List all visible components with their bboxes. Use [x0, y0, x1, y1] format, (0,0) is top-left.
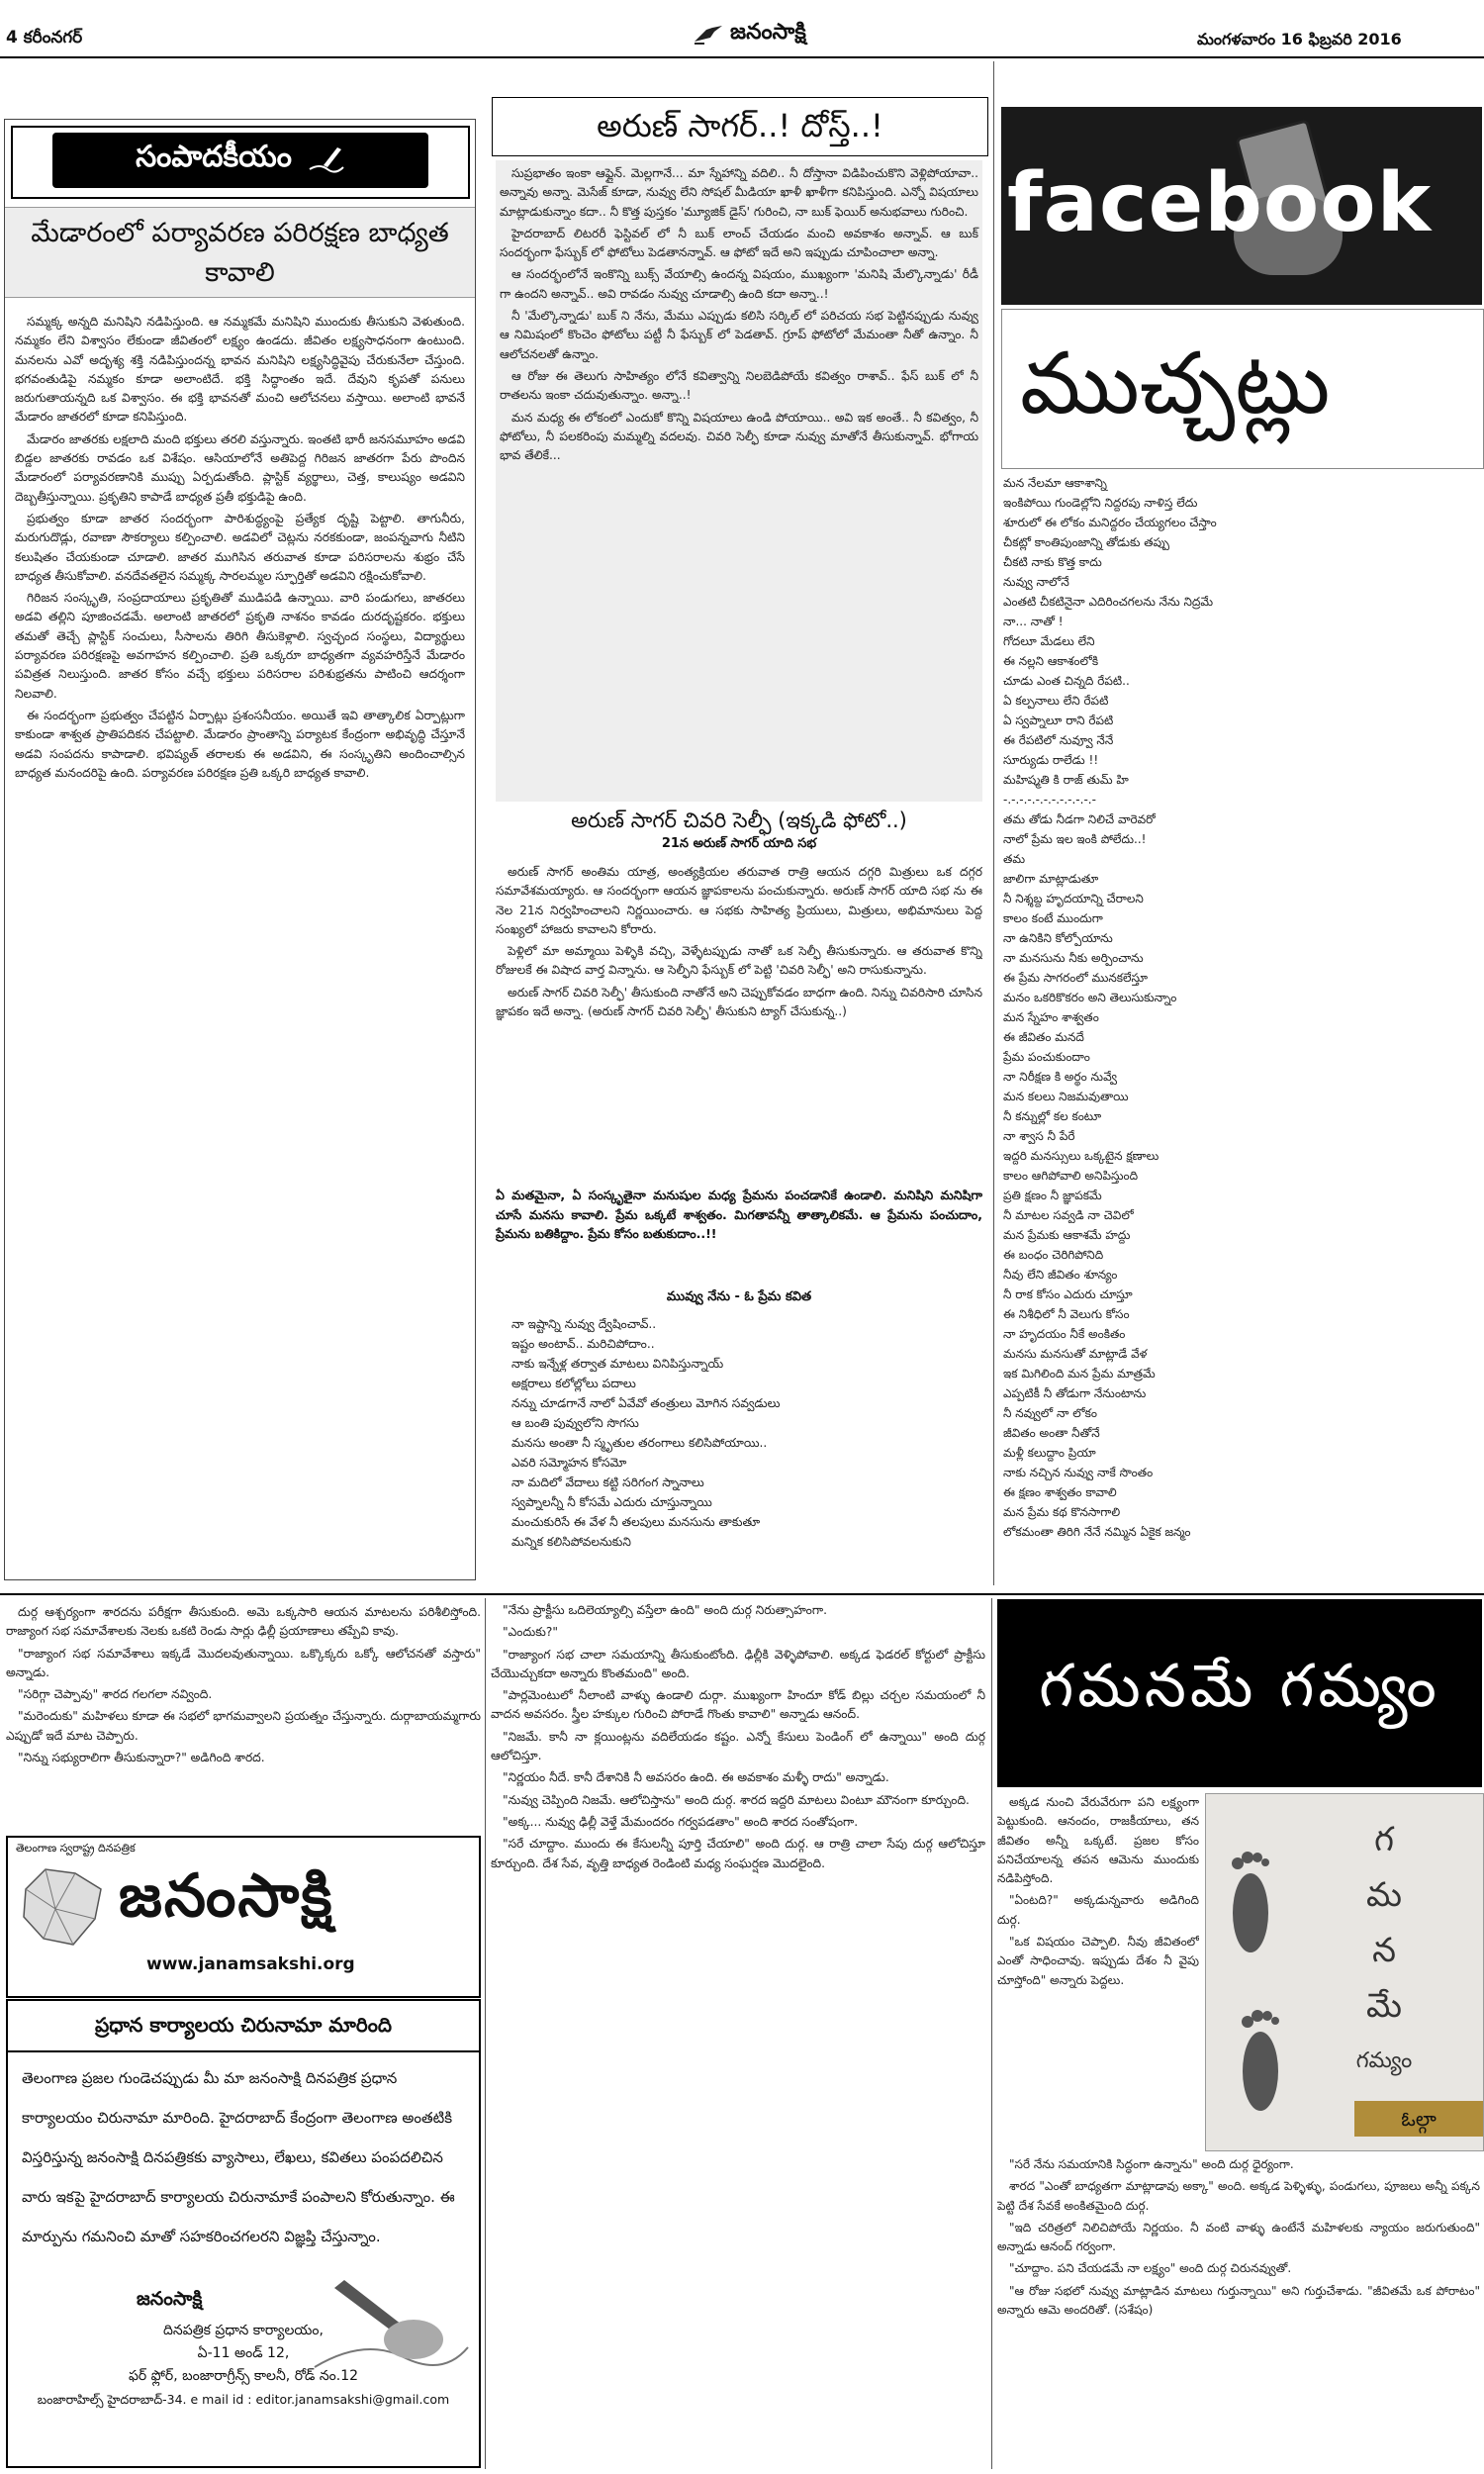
poem-line: ఇంకిపోయి గుండెల్లోని నిద్దరపు నాళిస్త లేదు — [1003, 496, 1198, 510]
column-divider — [993, 61, 994, 1585]
poem-line: నా నిరీక్షణ కి అర్థం నువ్వే — [1003, 1070, 1117, 1084]
poem-line: ప్రేమ పంచుకుందాం — [1003, 1050, 1090, 1064]
poem-line: ఎవరి సమ్మోహన కోసమో — [511, 1456, 627, 1470]
feature-body — [496, 160, 982, 802]
poem-line: స్వప్నాలన్నీ నీ కోసమే ఎదురు చూస్తున్నాయి — [511, 1495, 712, 1509]
feature-headline: అరుణ్ సాగర్..! దోస్త్..! — [597, 107, 883, 144]
serial-paragraph: "పార్లమెంటులో నీలాంటి వాళ్ళు ఉండాలి దుర్గా. ముఖ్యంగా హిందూ కోడ్ బిల్లు చర్చల సమయంలో నీ వాదన అవసరం. స్త్రీల హక్కుల గురించి పోరాడే గొంతు కావాలి" అన్నాడు ఆనంద్. — [491, 1688, 985, 1722]
poem-line: చీకటి నాకు కొత్త కాదు — [1003, 555, 1102, 569]
poem-line: నీ నవ్వులో నా లోకం — [1003, 1406, 1097, 1420]
masthead-logo: జనంసాక్షి — [119, 1861, 334, 1931]
poem-line: కాలం కంటే ముందుగా — [1003, 911, 1103, 925]
poem-line: ఇద్దరి మనస్సులు ఒక్కటైన క్షణాలు — [1003, 1149, 1159, 1163]
notice-box — [6, 1999, 481, 2468]
poem-line: మన స్నేహం శాశ్వతం — [1003, 1010, 1099, 1024]
poem-line: మన నేలమా ఆకాశాన్ని — [1003, 476, 1107, 490]
feature-paragraph: సుప్రభాతం ఇంకా ఆఫ్లైన్. మెల్లగానే... మా స్నేహాన్ని వదిలి.. నీ దోస్తానా విడిపించుకొని వెళ్లిపోయావా.. అన్నావు అన్నా. మెసేజ్ కూడా, నువ్వు లేని సోషల్ మీడియా ఖాళీ ఖాళీగా కనిపిస్తుంది. ఎన్నో విషయాలు మాట్లాడుకున్నాం కదా.. నీ కొత్త పుస్తకం 'మ్యూజిక్ డైస్' గురించి, నా బుక్ ఫెయిర్ అనుభవాలు గురించి. — [500, 166, 978, 219]
feature-paragraph: పెళ్లిలో మా అమ్మాయి పెళ్ళికి వచ్చి, వెళ్ళేటప్పుడు నాతో ఒక సెల్ఫీ తీసుకున్నారు. ఆ తరువాత కొన్ని రోజులకే ఈ విషాద వార్త విన్నాను. ఆ సెల్ఫీని ఫేస్బుక్ లో పెట్టి 'చివరి సెల్ఫీ' అని రాసుకున్నాను. — [496, 944, 982, 978]
poem-line: ఈ రేపటిలో నువ్వూ నేనే — [1003, 733, 1114, 747]
editorial-label-inner — [52, 133, 428, 188]
serial-paragraph: "చూద్దాం. పని చేయడమే నా లక్ష్యం" అంది దుర్గ చిరునవ్వుతో. — [1009, 2261, 1292, 2276]
serial-paragraph: "ఇది చరిత్రలో నిలిచిపోయే నిర్ణయం. నీ వంటి వాళ్ళు ఉంటేనే మహిళలకు న్యాయం జరుగుతుంది" అన్నాడు ఆనంద్ గర్వంగా. — [997, 2220, 1480, 2254]
feature-paragraph: ఆ సందర్భంలోనే ఇంకొన్ని బుక్స్ వేయాల్సి ఉందన్న విషయం, ముఖ్యంగా 'మనిషి మేల్కొన్నాడు' రీడీ గా ఉందని అన్నావ్.. అవి రావడం నువ్వు చూడాల్సి ఉంది కదా అన్నా..! — [500, 267, 978, 301]
notice-headline: ప్రధాన కార్యాలయ చిరునామా మారింది — [94, 2013, 392, 2037]
poem-line: మన కలలు నిజమవుతాయి — [1003, 1090, 1129, 1103]
poem-line: మహిష్మతి కి రాజ్ తుమ్ హి — [1003, 773, 1129, 787]
poem-line: సూర్యుడు రాలేడు !! — [1003, 753, 1099, 767]
editorial-paragraph: ప్రభుత్వం కూడా జాతర సందర్భంగా పారిశుద్ధ్యంపై ప్రత్యేక దృష్టి పెట్టాలి. తాగునీరు, మరుగుదొడ్లు, రవాణా సౌకర్యాలు కల్పించాలి. అడవిలో చెట్లను నరకకుండా, జంపన్నవాగు నీటిని కలుషితం చేయకుండా చూడాలి. జాతర ముగిసిన తరువాత కూడా పరిసరాలను శుభ్రం చేసే బాధ్యత తీసుకోవాలి. వనదేవతలైన సమ్మక్క సారలమ్మల స్ఫూర్తితో అడవిని రక్షించుకోవాలి. — [15, 511, 465, 583]
serial-paragraph: "సరే నేను సమయానికి సిద్ధంగా ఉన్నాను" అంది దుర్గ ధైర్యంగా. — [1009, 2157, 1294, 2171]
selfie-caption-box — [492, 806, 986, 859]
poem-line: చీకట్లో కాంతిపుంజాన్ని తోడుకు తప్పు — [1003, 535, 1170, 549]
sidebar-title: ముచ్చట్లు — [1020, 334, 1331, 433]
poem-line: ఈ జీవితం మనదే — [1003, 1030, 1084, 1044]
pen-writing-icon — [306, 143, 345, 177]
poem-author: మువ్వు నేను - ఓ ప్రేమ కవిత — [666, 1289, 812, 1304]
notice-body: తెలంగాణ ప్రజల గుండెచప్పుడు మీ మా జనంసాక్షి దినపత్రిక ప్రధాన కార్యాలయం చిరునామా మారింది. హైదరాబాద్ కేంద్రంగా తెలంగాణ అంతటికి విస్తరిస్తున్న జనంసాక్షి దినపత్రికకు వ్యాసాలు, లేఖలు, కవితలు పంపదలిచిన వారు ఇకపై హైదరాబాద్ కార్యాలయ చిరునామాకే పంపాలని కోరుతున్నాం. ఈ మార్పును గమనించి మాతో సహకరించగలరని విజ్ఞప్తి చేస్తున్నాం. — [22, 2069, 455, 2245]
poem-line: శూరులో ఈ లోకం మనిద్దరం చేయ్యగలం చేస్తాం — [1003, 516, 1217, 529]
story-paragraph: దుర్గ ఆశ్చర్యంగా శారదను పరీక్షగా తీసుకుంది. అమె ఒక్కసారి ఆయన మాటలను పరిశీలిస్తోంది. రాజ్యాంగ సభ సమావేశాలకు నెలకు ఒకటి రెండు సార్లు ఢిల్లీ ప్రయాణాలు తప్పేవి కావు. — [6, 1605, 481, 1639]
serial-title-box — [997, 1599, 1482, 1787]
serial-body — [491, 1601, 985, 2464]
masthead-url[interactable]: www.janamsakshi.org — [146, 1954, 355, 1974]
masthead-tagline: తెలంగాణ స్వరాష్ట్ర దినపత్రిక — [16, 1842, 136, 1855]
lower-section-rule — [0, 1593, 1484, 1595]
poem-line: ఎంతటి చీకటినైనా ఎదిరించగలను నేను నిద్రమే — [1003, 595, 1214, 609]
page-label: 4 కరీంనగర్ — [6, 28, 83, 48]
poem-line: అక్షరాలు కలోల్లోలు పదాలు — [511, 1377, 636, 1390]
poem-line: -.-.-.-.-.-.-.-.-.-.-.- — [1003, 793, 1096, 807]
feature-paragraph: నీ 'మేల్కొన్నాడు' బుక్ ని నేను, మేము ఎప్పుడు కలిసి సర్కిల్ లో పరిచయ సభ పెట్టినప్పుడు నువ్వు ఆ నిమిషంలో కొంచెం ఫోటోలు పట్టీ నీ ఫేస్బుక్ లో పెడతావ్. గ్రూప్ ఫోటోలో మేమంతా నీతో ఉన్నాం. నీ ఆలోచనలతో ఉన్నాం. — [500, 309, 978, 361]
poem-line: ఈ నల్లని ఆకాశంలోకి — [1003, 654, 1099, 668]
poem-line: ప్రతి క్షణం నీ జ్ఞాపకమే — [1003, 1189, 1102, 1202]
serial-paragraph: "నిజమే. కానీ నా క్లయింట్లను వదిలేయడం కష్టం. ఎన్నో కేసులు పెండింగ్ లో ఉన్నాయి" అంది దుర్గ ఆలోచిస్తూ. — [491, 1729, 985, 1763]
notice-sender: జనంసాక్షి — [137, 2288, 203, 2310]
serial-paragraph: "ఒక విషయం చెప్పాలి. నీవు జీవితంలో ఎంతో సాధించావు. ఇప్పుడు దేశం నీ వైపు చూస్తోంది" అన్నారు పెద్దలు. — [997, 1935, 1199, 1987]
editorial-label: సంపాదకీయం — [136, 140, 292, 174]
serial-paragraph: "ఆ రోజు సభలో నువ్వు మాట్లాడిన మాటలు గుర్తున్నాయి" అని గుర్తుచేశాడు. "జీవితమే ఒక పోరాటం" అన్నారు ఆమె అందరితో. (సశేషం) — [997, 2283, 1480, 2318]
feature-poem — [511, 1314, 976, 1591]
poem-line: లోకమంతా తిరిగి నేనే నమ్మిన ఏకైక జన్మం — [1003, 1525, 1191, 1539]
footprint-icon — [1216, 1834, 1285, 1972]
editorial-body — [15, 313, 465, 1570]
poem-line: నా హృదయం నీకే అంకితం — [1003, 1327, 1126, 1341]
serial-right-bottom — [997, 2155, 1480, 2464]
serial-paragraph: శారద "ఎంతో బాధ్యతగా మాట్లాడావు అక్కా" అంది. అక్కడ పెళ్ళిళ్ళు, పండుగలు, పూజలు అన్నీ పక్కన పెట్టి దేశ సేవకే అంకితమైంది దుర్గ. — [997, 2179, 1480, 2213]
poem-line: నా మనసును నీకు అర్పించాను — [1003, 951, 1144, 965]
poem-line: ఏ స్వప్నాలూ రాని రేపటి — [1003, 714, 1114, 727]
poem-line: చూడు ఎంత చిన్నది రేపటి.. — [1003, 674, 1130, 688]
footprint-icon — [1226, 1992, 1295, 2131]
header-rule — [0, 56, 1484, 58]
masthead-title: జనంసాక్షి — [730, 20, 806, 45]
poem-line: నీ మాటల సవ్వడి నా చెవిలో — [1003, 1208, 1134, 1222]
address-line: దినపత్రిక ప్రధాన కార్యాలయం, — [163, 2323, 324, 2338]
poem-line: నీ నిశ్శబ్ద హృదయాన్ని చేరాలని — [1003, 892, 1144, 905]
feature-paragraph: అరుణ్ సాగర్ అంతిమ యాత్ర, అంత్యక్రియల తరువాత రాత్రి ఆయన దగ్గరి మిత్రులు ఒక దగ్గర సమావేశమయ్యారు. ఆ సందర్భంగా ఆయన జ్ఞాపకాలను పంచుకున్నారు. అరుణ్ సాగర్ యాది సభ ను ఈ నెల 21న నిర్వహించాలని నిర్ణయించారు. ఆ సభకు సాహిత్య ప్రియులు, మిత్రులు, అభిమానులు పెద్ద సంఖ్యలో హాజరు కావాలని కోరారు. — [496, 865, 982, 936]
serial-paragraph: "రాజ్యాంగ సభ చాలా సమయాన్ని తీసుకుంటోంది. ఢిల్లీకి వెళ్ళిపోవాలి. అక్కడ ఫెడరల్ కోర్టులో ప్రాక్టీసు చేయొచ్చుకదా అన్నారు కొంతమంది" అంది. — [491, 1647, 985, 1680]
poem-line: ఇష్టం అంటావ్.. మరిచిపోదాం.. — [511, 1337, 655, 1351]
editorial-paragraph: ఈ సందర్భంగా ప్రభుత్వం చేపట్టిన ఏర్పాట్లు ప్రశంసనీయం. అయితే ఇవి తాత్కాలిక ఏర్పాట్లుగా కాకుండా శాశ్వత ప్రాతిపదికన చేపట్టాలి. మేడారం ప్రాంతాన్ని పర్యాటక కేంద్రంగా అభివృద్ధి చేస్తూనే అడవి సంపదను కాపాడాలి. భవిష్యత్ తరాలకు ఈ అడవిని, ఈ సంస్కృతిని అందించాల్సిన బాధ్యత మనందరిపై ఉంది. పర్యావరణ పరిరక్షణ ప్రతి ఒక్కరి బాధ్యత కావాలి. — [15, 708, 465, 780]
serial-paragraph: "ఏంటది?" అక్కడున్నవారు అడిగింది దుర్గ. — [997, 1893, 1199, 1927]
book-author-bar — [1354, 2101, 1483, 2137]
poem-line: మనసు అంతా నీ స్మృతుల తరంగాలు కలిసిపోయాయి.. — [511, 1436, 768, 1450]
poem-line: కాలం ఆగిపోవాలి అనిపిస్తుంది — [1003, 1169, 1139, 1183]
page-header — [0, 0, 1484, 59]
editorial-headline — [5, 207, 475, 298]
feature-body-2 — [496, 863, 982, 1180]
poem-line: నువ్వు నాలోనే — [1003, 575, 1069, 589]
poem-line: ఆ బంతి పువ్వులోని సొగసు — [511, 1416, 639, 1430]
feature-paragraph: అరుణ్ సాగర్ చివరి సెల్ఫీ' తీసుకుంది నాతోనే అని చెప్పుకోవడం బాధగా ఉంది. నిన్ను చివరిసారి చూసిన జ్ఞాపకం ఇదే అన్నా. (అరుణ్ సాగర్ చివరి సెల్ఫీ' తీసుకుని ట్యాగ్ చేసుకున్న..) — [496, 985, 982, 1019]
book-letter: గ — [1374, 1820, 1394, 1859]
poem-line: ఈ క్షణం శాశ్వతం కావాలి — [1003, 1485, 1117, 1499]
story-paragraph: "సరిగ్గా చెప్పావు" శారద గలగలా నవ్వింది. — [18, 1687, 213, 1702]
poem-line: నా శ్వాస నీ పేరే — [1003, 1129, 1075, 1143]
poem-line: ఈ బంధం చెరిగిపోనిది — [1003, 1248, 1104, 1262]
bold-quote: ఏ మతమైనా, ఏ సంస్కృతైనా మనుషుల మధ్య ప్రేమను పంచడానికే ఉండాలి. మనిషిని మనిషిగా చూసే మనసు కావాలి. ప్రేమ ఒక్కటే శాశ్వతం. మిగతావన్నీ తాత్కాలికమే. ఆ ప్రేమను పంచుదాం, ప్రేమను బతికిద్దాం. ప్రేమ కోసం బతుకుదాం..!! — [496, 1188, 982, 1241]
poem-line: నా ఇష్టాన్ని నువ్వు ద్వేషించావ్.. — [511, 1317, 657, 1331]
book-author: ఓల్గా — [1401, 2107, 1437, 2131]
poem-line: ఈ నిశీధిలో నీ వెలుగు కోసం — [1003, 1307, 1130, 1321]
poem-line: నా ఉనికిని కోల్పోయాను — [1003, 931, 1113, 945]
editorial-headline-text: మేడారంలో పర్యావరణ పరిరక్షణ బాధ్యత కావాలి — [31, 218, 449, 288]
editorial-paragraph: మేడారం జాతరకు లక్షలాది మంది భక్తులు తరలి వస్తున్నారు. ఇంతటి భారీ జనసమూహం అడవి బిడ్డల జాతరకు రావడం ఒక విశేషం. ఆసియాలోనే అతిపెద్ద గిరిజన జాతరగా పేరు పొందిన మేడారంలో పర్యావరణానికి ముప్పు ఏర్పడుతోంది. ప్లాస్టిక్ వ్యర్థాలు, చెత్త, కాలుష్యం అడవిని దెబ్బతీస్తున్నాయి. ప్రకృతిని కాపాడే బాధ్యత ప్రతీ భక్తుడిపై ఉంది. — [15, 431, 465, 504]
poem-line: నాకు ఇన్నేళ్ల తర్వాత మాటలు వినిపిస్తున్నాయ్ — [511, 1357, 724, 1371]
poem-line: తమ — [1003, 852, 1026, 866]
book-letter: న — [1372, 1931, 1396, 1970]
sidebar-title-box — [1001, 309, 1484, 469]
masthead-box — [6, 1836, 481, 1998]
address-line[interactable]: బంజారాహిల్స్ హైదరాబాద్-34. e mail id : editor.janamsakshi@gmail.com — [37, 2392, 450, 2407]
notice-address — [22, 2320, 465, 2411]
serial-paragraph: అక్కడ నుంచి వేరువేరుగా పని లక్ష్యంగా పెట్టుకుంది. ఆనందం, రాజకీయాలు, తన జీవితం అన్నీ ఒక్కటే. ప్రజల కోసం పనిచేయాలన్న తపన ఆమెను ముందుకు నడిపిస్తోంది. — [997, 1795, 1199, 1886]
poem-line: ఈ ప్రేమ సాగరంలో మునకలేస్తూ — [1003, 971, 1149, 985]
poem-line: తమ తోడు నీడగా నిలిచే వారెవరో — [1003, 812, 1156, 826]
serial-title: గమనమే గమ్యం — [1039, 1652, 1440, 1721]
story-paragraph: "నిన్ను సభ్యురాలిగా తీసుకున్నారా?" అడిగింది శారద. — [18, 1751, 265, 1765]
serial-paragraph: "సరే చూద్దాం. ముందు ఈ కేసులన్నీ పూర్తి చేయాలి" అంది దుర్గ. ఆ రాత్రి చాలా సేపు దుర్గ ఆలోచిస్తూ కూర్చుంది. దేశ సేవ, వృత్తి బాధ్యత రెండింటి మధ్య సంఘర్షణ మొదలైంది. — [491, 1837, 985, 1870]
book-letters — [1315, 1812, 1453, 2089]
poem-line: జాలిగా మాట్లాడుతూ — [1003, 872, 1099, 886]
serial-paragraph: "ఎందుకు?" — [503, 1625, 558, 1640]
poem-line: మన్నిక కలిసిపోవలనుకుని — [511, 1535, 631, 1549]
story-paragraph: "రాజ్యాంగ సభ సమావేశాలు ఇక్కడే మొదలవుతున్నాయి. ఒక్కొక్కరు ఒక్కో ఆలోచనతో వస్తారు" అన్నాడు. — [6, 1646, 481, 1679]
column-divider — [991, 1598, 992, 2469]
story-paragraph: "మరెందుకు" మహిళలు కూడా ఈ సభలో భాగమవ్వాలని ప్రయత్నం చేస్తున్నారు. దుర్గాబాయమ్మగారు ఎప్పుడో ఇదే మాట చెప్పారు. — [6, 1709, 481, 1743]
serial-paragraph: "నిర్ణయం నీదే. కానీ దేశానికి నీ అవసరం ఉంది. ఈ అవకాశం మళ్ళీ రాదు" అన్నాడు. — [503, 1770, 889, 1785]
serial-right-top — [997, 1793, 1199, 2149]
feature-headline-box — [492, 97, 988, 156]
sidebar-poem — [1003, 473, 1478, 1591]
poem-line: నాకు నచ్చిన నువ్వు నాకే సొంతం — [1003, 1466, 1154, 1479]
feature-paragraph: ఆ రోజు ఈ తెలుగు సాహిత్యం లోనే కవిత్వాన్ని నిలబెడిపోయే కవిత్వం రాశావ్.. ఫేస్ బుక్ లో నీ రాతలను ఇంకా చదువుతున్నాం. అన్నా..! — [500, 368, 978, 403]
editorial-paragraph: గిరిజన సంస్కృతి, సంప్రదాయాలు ప్రకృతితో ముడిపడి ఉన్నాయి. వారి పండుగలు, జాతరలు అడవి తల్లిని పూజించడమే. అలాంటి జాతరలో ప్రకృతి నాశనం కావడం దురదృష్టకరం. భక్తులు తమతో తెచ్చే ప్లాస్టిక్ సంచులు, సీసాలను తిరిగి తీసుకెళ్లాలి. స్వచ్ఛంద సంస్థలు, విద్యార్థులు పర్యావరణ పరిరక్షణపై అవగాహన కల్పించాలి. ప్రతి ఒక్కరూ బాధ్యతగా వ్యవహరిస్తేనే మేడారం పవిత్రత నిలుస్తుంది. జాతర కోసం వచ్చే భక్తులు పరిసరాల పరిశుభ్రతను పాటించి ఆదర్శంగా నిలవాలి. — [15, 591, 465, 701]
poem-line: నీ రాక కోసం ఎదురు చూస్తూ — [1003, 1287, 1133, 1301]
poem-line: నా మదిలో వేదాలు కట్టి సరిగంగ స్నానాలు — [511, 1475, 704, 1489]
poem-line: గోదలూ మేడలు లేని — [1003, 634, 1095, 648]
serial-paragraph: "నేను ప్రాక్టీసు ఒదిలెయ్యాల్సి వస్తేలా ఉంది" అంది దుర్గ నిరుత్సాహంగా. — [503, 1603, 827, 1617]
serial-paragraph: "అక్క... నువ్వు ఢిల్లీ వెళ్తే మేమందరం గర్వపడతాం" అంది శారద సంతోషంగా. — [503, 1814, 859, 1829]
poem-line: మన ప్రేమ కథ కొనసాగాలి — [1003, 1505, 1121, 1519]
book-cover — [1205, 1793, 1484, 2151]
feature-article — [492, 97, 986, 1596]
poem-line: నా... నాతో ! — [1003, 615, 1064, 628]
lower-left-body — [6, 1603, 481, 1829]
poem-line: జీవితం అంతా నీతోనే — [1003, 1426, 1100, 1440]
serial-paragraph: "నువ్వు చెప్పింది నిజమే. ఆలోచిస్తాను" అంది దుర్గ. శారద ఇద్దరి మాటలు వింటూ మౌనంగా కూర్చుంది. — [503, 1792, 970, 1807]
poem-line: మనం ఒకరికొకరం అని తెలుసుకున్నాం — [1003, 991, 1177, 1004]
poem-line: ఎప్పటికీ నీ తోడుగా నేనుంటాను — [1003, 1386, 1147, 1400]
feature-paragraph: హైదరాబాద్ లిటరరీ ఫెస్టివల్ లో నీ బుక్ లాంచ్ చేయడం మంచి అవకాశం అన్నావ్. ఆ బుక్ సందర్భంగా ఫేస్బుక్ లో ఫోటోలు పెడతానన్నావ్. ఆ ఫోటో ఇదే అని ఇప్పుడు చూపించాలా అన్నా. — [500, 226, 978, 260]
issue-date: మంగళవారం 16 ఫిబ్రవరి 2016 — [1197, 30, 1402, 48]
poem-line: మన ప్రేమకు ఆకాశమే హద్దు — [1003, 1228, 1131, 1242]
facebook-word: facebook — [1007, 156, 1433, 250]
feature-paragraph: మన మధ్య ఈ లోకంలో ఎందుకో కొన్ని విషయాలు ఉండి పోయాయి.. అవి ఇక అంతే.. నీ కవిత్వం, నీ ఫోటోలు, నీ పలకరింపు మమ్మల్ని వదలవు. చివరి సెల్ఫీ కూడా నువ్వు మాతోనే తీసుకున్నావ్. భోగాయ భావ తేలికే... — [500, 410, 978, 463]
column-divider — [485, 1598, 486, 2469]
book-letter: గమ్యం — [1355, 2048, 1413, 2073]
poem-line: నీవు లేని జీవితం శూన్యం — [1003, 1268, 1118, 1282]
selfie-caption: అరుణ్ సాగర్ చివరి సెల్ఫీ (ఇక్కడి ఫోటో..) — [571, 809, 907, 832]
address-line: ఫర్ ఫ్లోర్, బంజారాగ్రీన్స్ కాలనీ, రోడ్ నం.12 — [128, 2368, 359, 2384]
selfie-caption-sub: 21న అరుణ్ సాగర్ యాది సభ — [661, 836, 817, 851]
editorial-paragraph: సమ్మక్క అన్నది మనిషిని నడిపిస్తుంది. ఆ నమ్మకమే మనిషిని ముందుకు తీసుకుని వెళుతుంది. నమ్మకం లేని విశ్వాసం లేకుండా జీవితంలో లక్ష్యం ఉండదు. జీవితం లక్ష్యసాధనంగా ఉంటుంది. మనలను ఎవో అదృశ్య శక్తి నడిపిస్తుందన్న భావన మనిషిని లక్ష్యసిద్ధివైపు చేరుకునేలా చేస్తుంది. భగవంతుడిపై నమ్మకం కూడా అలాంటిదే. భక్తి సిద్ధాంతం ఇదే. దేవుని కృపతో పనులు జరుగుతాయన్నది ఒక విశ్వాసం. ఈ భక్తి భావనతో మంచి ఆలోచనలు వస్తాయి. అలాంటి భావనే మేడారం జాతరలో కూడా కనిపిస్తుంది. — [15, 315, 465, 425]
poem-line: ఏ కల్పనాలు లేని రేపటి — [1003, 694, 1109, 708]
poem-line: నాలో ప్రేమ ఇల ఇంకి పోలేదు..! — [1003, 832, 1147, 846]
poem-line: మనసు మనసుతో మాట్లాడే వేళ — [1003, 1347, 1148, 1361]
editorial-label-box — [11, 126, 470, 199]
pen-hand-icon — [693, 24, 724, 46]
notice-headline-bar — [8, 2001, 479, 2052]
poem-line: మంచుకురిసే ఈ వేళ నీ తలపులు మనసును తాకుతూ — [511, 1515, 761, 1529]
facebook-banner — [1001, 107, 1482, 305]
address-line: ఏ-11 అండ్ 12, — [197, 2345, 290, 2361]
book-letter: మ — [1366, 1875, 1402, 1915]
poem-line: ఇక మిగిలింది మన ప్రేమ మాత్రమే — [1003, 1367, 1156, 1380]
poem-line: నన్ను చూడగానే నాలో ఏవేవో తంత్రులు మోగిన సవ్వడులు — [511, 1396, 781, 1410]
poem-line: నీ కన్నుల్లో కల కంటూ — [1003, 1109, 1102, 1123]
masthead-small — [693, 20, 806, 49]
telangana-map-icon — [16, 1859, 111, 1954]
poem-line: మళ్లీ కలుద్దాం ప్రియా — [1003, 1446, 1096, 1460]
editorial-section — [4, 119, 476, 1580]
book-letter: మే — [1366, 1986, 1402, 2026]
